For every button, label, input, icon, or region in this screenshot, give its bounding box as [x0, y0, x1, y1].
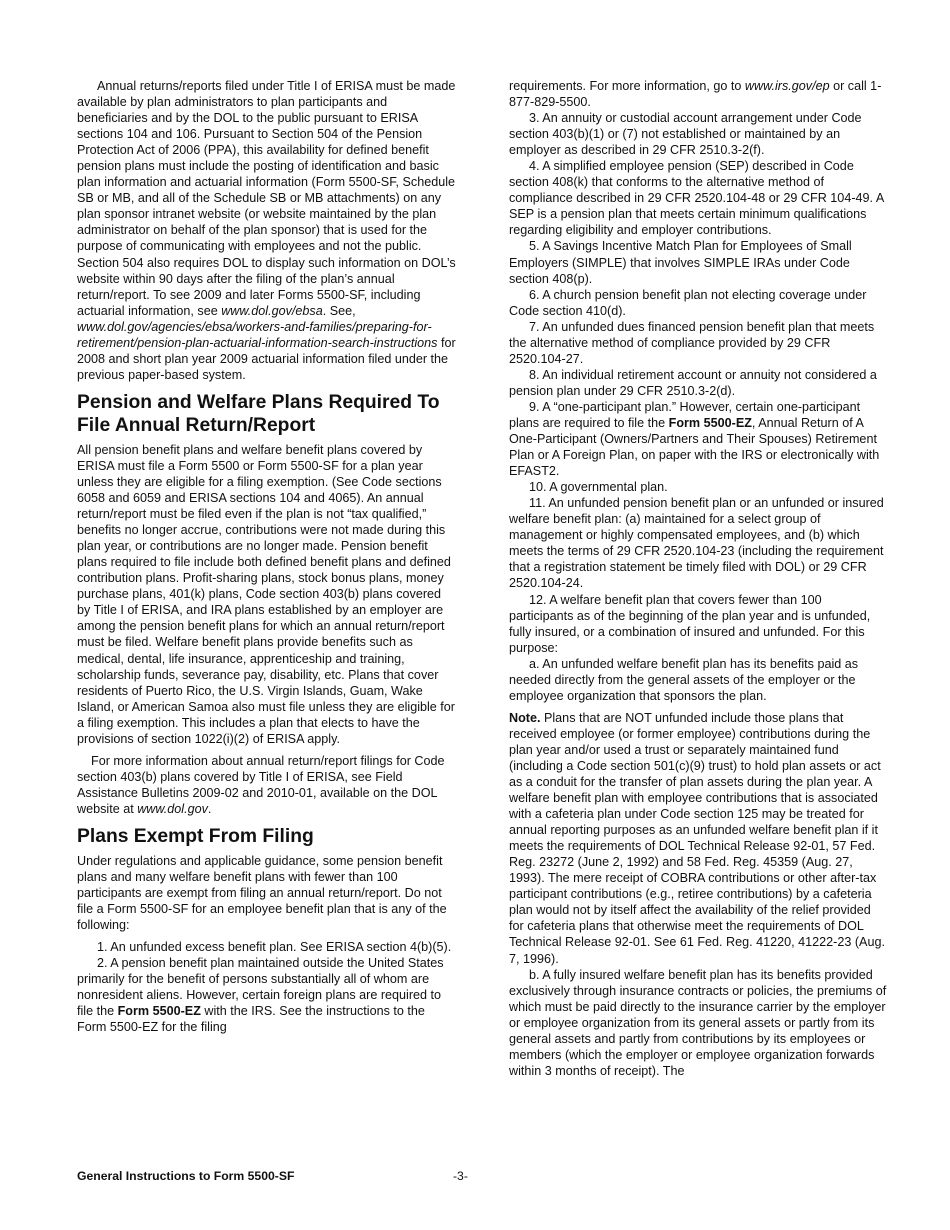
exempt-item-10: 10. A governmental plan.	[529, 480, 668, 495]
intro-paragraph	[77, 78, 457, 383]
note-label: Note.	[509, 710, 541, 725]
item9-text: 9. A “one-participant plan.” However, certain one-participant plans are required to file the	[509, 399, 861, 430]
exempt-item-11: 11. An unfunded pension benefit plan or an unfunded or insured welfare benefit plan: (a) maintained for a select group of management or highly compensated employees, and (b) which meets the terms of 29 CFR 2520.104-23 (including the requirement that a registration statement be timely filed with DOL) or 29 CFR 2520.104-24.	[509, 496, 884, 591]
required-paragraph: All pension benefit plans and welfare benefit plans covered by ERISA must file a Form 5500 or Form 5500-SF for a plan year unless they are eligible for a filing exemption. (See Code sections 6058 and 6059 and ERISA sections 104 and 4065). An annual return/report must be filed even if the plan is not “tax qualified,” benefits no longer accrue, contributions were not made during this plan year, or contributions are no longer made. Pension benefit plans required to file include both defined benefit plans and defined contribution plans. Profit-sharing plans, stock bonus plans, money purchase plans, 401(k) plans, Code section 403(b) plans covered by Title I of ERISA, and IRA plans established by an employer are among the pension benefit plans for which an annual return/report must be filed. Welfare benefit plans provide benefits such as medical, dental, life insurance, apprenticeship and training, scholarship funds, severance pay, disability, etc. Plans that cover residents of Puerto Rico, the U.S. Virgin Islands, Guam, Wake Island, or American Samoa also must file unless they are eligible for a filing exemption. This includes a plan that elects to have the provisions of section 1022(i)(2) of ERISA apply.	[77, 442, 455, 746]
right-column	[509, 78, 887, 1079]
note-text: Plans that are NOT unfunded include those plans that received employee (or former employee) contributions during the plan year and/or used a trust or separately maintained fund (including a Code section 501(c)(9) trust) to hold plan assets or act as a conduit for the transfer of plan assets during the plan year. A welfare benefit plan with employee contributions that is associated with a cafeteria plan under Code section 125 may be treated for annual reporting purposes as an unfunded welfare benefit plan if it meets the requirements of DOL Technical Release 92-01, 57 Fed. Reg. 23272 (June 2, 1992) and 58 Fed. Reg. 45359 (Aug. 27, 1993). The mere receipt of COBRA contributions or other after-tax participant contributions (e.g., retiree contributions) by a cafeteria plan would not by itself affect the availability of the relief provided for cafeteria plans that otherwise meet the requirements of DOL Technical Release 92-01. See 61 Fed. Reg. 41220, 41222-23 (Aug. 7, 1996).	[509, 710, 885, 966]
exempt-item-12b: b. A fully insured welfare benefit plan has its benefits provided exclusively through insurance contracts or policies, the premiums of which must be paid directly to the insurance carrier by the employer or employee organization from its general assets or partly from its general assets and partly from contributions by its employees or members (which the employer or employee organization forwards within 3 months of receipt). The	[509, 967, 887, 1078]
exempt-item-6: 6. A church pension benefit plan not electing coverage under Code section 410(d).	[509, 287, 867, 318]
dol-link[interactable]: www.dol.gov	[137, 801, 208, 816]
cont-text-end: or call 1-877-829-5500.	[509, 79, 882, 110]
exempt-item-9	[509, 399, 887, 479]
intro-text-3: for 2008 and short plan year 2009 actuarial information filed under the previous paper-based system.	[77, 335, 456, 382]
item2-text: 2. A pension benefit plan maintained outside the United States primarily for the benefit of persons substantially all of whom are nonresident aliens. However, certain foreign plans are required to file the	[77, 956, 444, 1019]
more-info-text: For more information about annual return/report filings for Code section 403(b) plans covered by Title I of ERISA, see Field Assistance Bulletins 2009-02 and 2010-01, available on the DOL website at	[77, 753, 445, 816]
item9-text-end: , Annual Return of A One-Participant (Owners/Partners and Their Spouses) Retirement Plan or A Foreign Plan, on paper with the IRS or electronically with EFAST2.	[509, 415, 880, 479]
exempt-item-12a: a. An unfunded welfare benefit plan has its benefits paid as needed directly from the general assets of the employer or the employee organization that sponsors the plan.	[509, 656, 859, 703]
exempt-item-5: 5. A Savings Incentive Match Plan for Employees of Small Employers (SIMPLE) that involves SIMPLE IRAs under Code section 408(p).	[509, 239, 852, 286]
form-5500-ez-ref-2: Form 5500-EZ	[668, 415, 752, 430]
more-info-end: .	[207, 801, 212, 816]
exempt-item-8: 8. An individual retirement account or annuity not considered a pension plan under 29 CFR 2510.3-2(d).	[509, 367, 877, 398]
continuation-paragraph	[509, 78, 887, 110]
form-5500-ez-ref: Form 5500-EZ	[117, 1004, 201, 1019]
exempt-item-2	[77, 955, 457, 1035]
ebsa-link[interactable]: www.dol.gov/ebsa	[221, 303, 323, 318]
exempt-item-12: 12. A welfare benefit plan that covers fewer than 100 participants as of the beginning of the plan year and is unfunded, fully insured, or a combination of insured and unfunded. For this purpose:	[509, 592, 871, 655]
note-paragraph	[509, 710, 887, 967]
page-number: -3-	[453, 1169, 468, 1183]
intro-text-2: . See,	[322, 303, 356, 318]
more-info-paragraph	[77, 753, 457, 817]
exempt-item-3: 3. An annuity or custodial account arrangement under Code section 403(b)(1) or (7) not established or maintained by an employer as described in 29 CFR 2510.3-2(f).	[509, 111, 862, 158]
exempt-item-7: 7. An unfunded dues financed pension benefit plan that meets the alternative method of compliance provided by 29 CFR 2520.104-27.	[509, 319, 875, 366]
cont-text: requirements. For more information, go to	[509, 79, 745, 93]
left-column	[77, 78, 457, 1035]
exempt-item-1: 1. An unfunded excess benefit plan. See ERISA section 4(b)(5).	[97, 940, 452, 955]
item2-text-end: with the IRS. See the instructions to the Form 5500-EZ for the filing	[77, 1004, 425, 1035]
footer-title: General Instructions to Form 5500-SF	[77, 1169, 295, 1183]
heading-required-to-file: Pension and Welfare Plans Required To File Annual Return/Report	[77, 391, 440, 436]
exempt-paragraph: Under regulations and applicable guidance, some pension benefit plans and many welfare benefit plans with fewer than 100 participants are exempt from filing an annual return/report. Do not file a Form 5500-SF for an employee benefit plan that is any of the following:	[77, 853, 447, 933]
intro-text: Annual returns/reports filed under Title I of ERISA must be made available by plan administrators to plan participants and beneficiaries and by the DOL to the public pursuant to ERISA sections 104 and 106. Pursuant to Section 504 of the Pension Protection Act of 2006 (PPA), this availability for defined benefit pension plans must include the posting of identification and basic plan information and actuarial information (Form 5500-SF, Schedule SB or MB, and all of the Schedule SB or MB attachments) on any plan sponsor intranet website (or website maintained by the plan administrator on behalf of the plan sponsor) that is used for the purpose of communicating with employees and not the public. Section 504 also requires DOL to display such information on DOL’s website within 90 days after the filing of the plan’s annual return/report. To see 2009 and later Forms 5500-SF, including actuarial information, see	[77, 79, 456, 318]
actuarial-search-link[interactable]: www.dol.gov/agencies/ebsa/workers-and-families/preparing-for-retirement/pension-plan-actuarial-information-search-instructions	[77, 319, 438, 350]
heading-exempt: Plans Exempt From Filing	[77, 825, 314, 847]
exempt-item-4: 4. A simplified employee pension (SEP) described in Code section 408(k) that conforms to the alternative method of compliance described in 29 CFR 2520.104-48 or 29 CFR 104-49. A SEP is a pension plan that meets certain minimum qualifications regarding eligibility and employer contributions.	[509, 159, 884, 238]
irs-link[interactable]: www.irs.gov/ep	[744, 79, 830, 93]
